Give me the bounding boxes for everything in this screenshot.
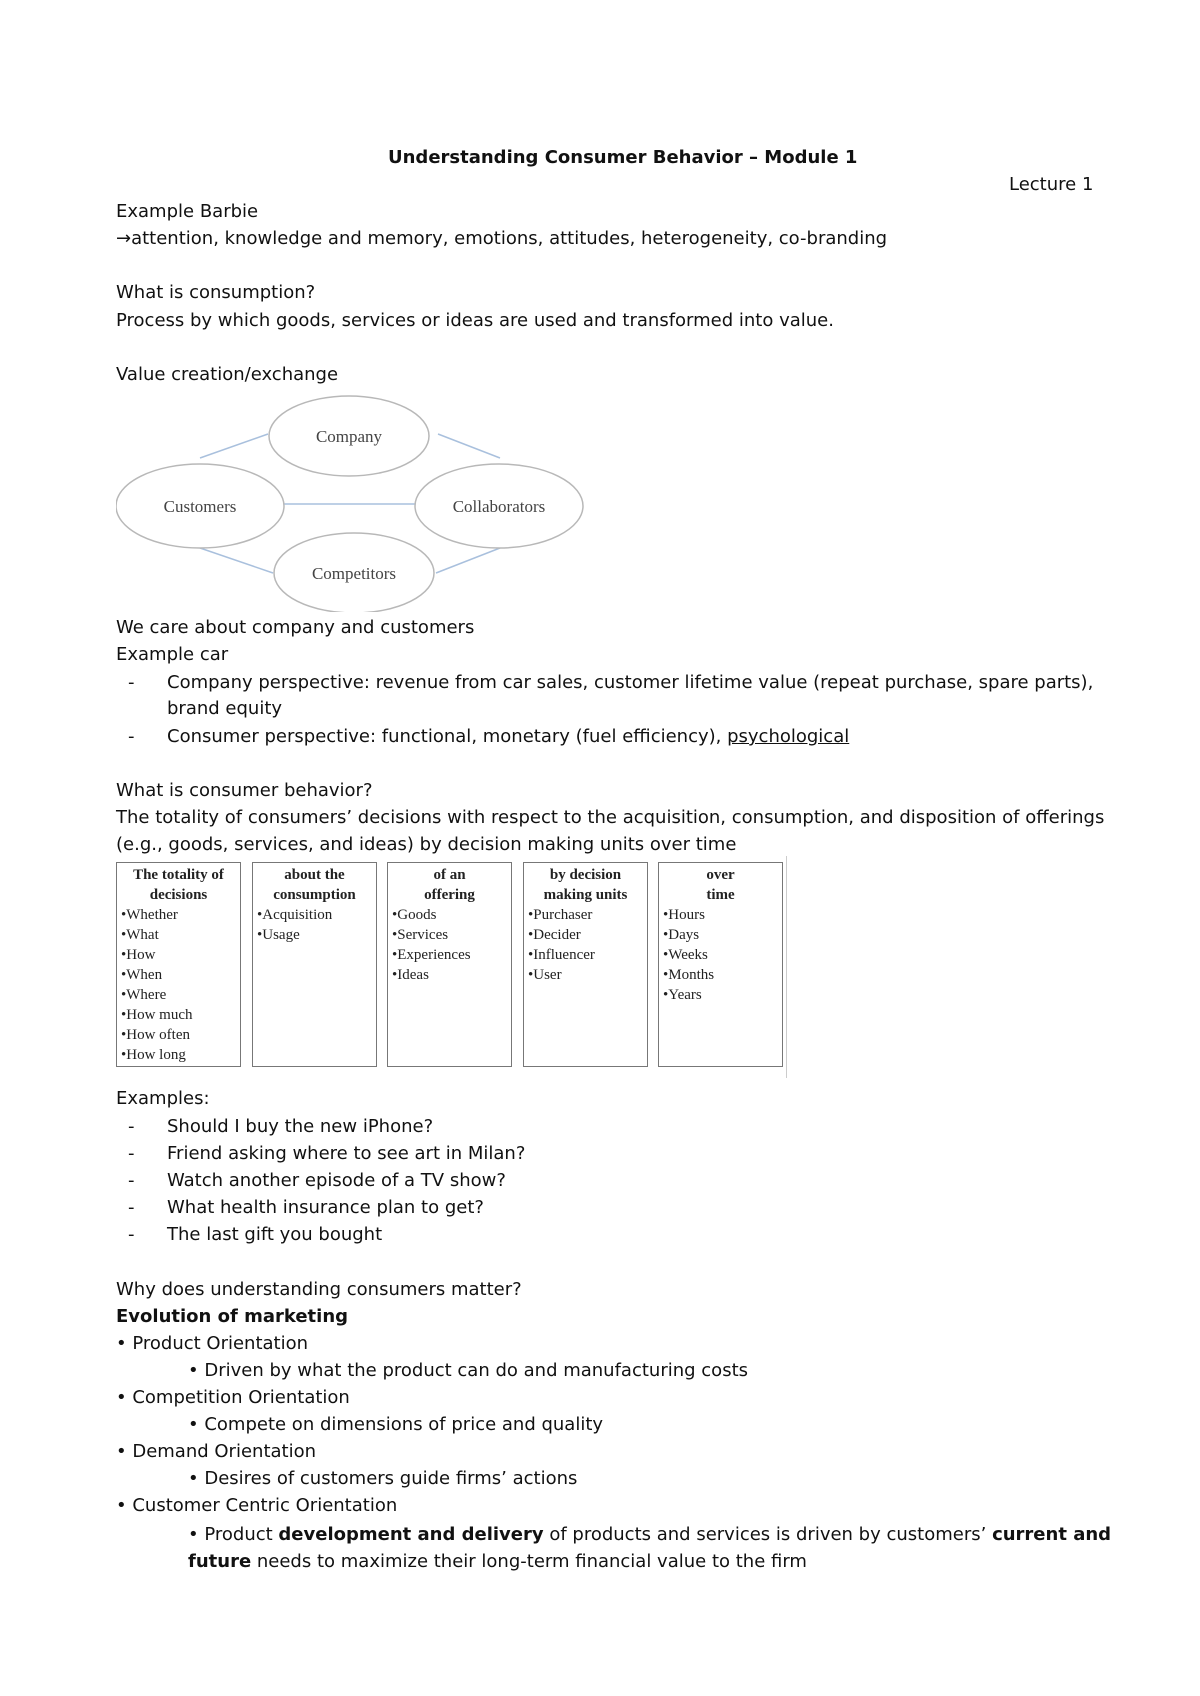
evolution-heading: Evolution of marketing bbox=[116, 1306, 349, 1327]
ccl-bold: current and bbox=[992, 1524, 1112, 1545]
list-dash: - bbox=[128, 726, 135, 747]
box-heading: of an offering bbox=[424, 867, 475, 903]
box-heading: by decision making units bbox=[543, 867, 628, 903]
ccl-text: needs to maximize their long-term financial value to the firm bbox=[251, 1551, 807, 1572]
behavior-definition: The totality of consumers’ decisions with respect to the acquisition, consumption, and disposition of offerings bbox=[116, 807, 1105, 828]
box-item: • How bbox=[121, 945, 236, 965]
box-item: • How often bbox=[121, 1025, 236, 1045]
box-item: • Purchaser bbox=[528, 905, 643, 925]
box-heading: The totality of decisions bbox=[133, 867, 224, 903]
box-item: • Weeks bbox=[663, 945, 778, 965]
box-item: • Goods bbox=[392, 905, 507, 925]
example-item: The last gift you bought bbox=[167, 1224, 383, 1245]
box-item: • When bbox=[121, 965, 236, 985]
example-barbie-label: Example Barbie bbox=[116, 201, 259, 222]
list-dash: - bbox=[128, 1224, 135, 1245]
box-item: • Whether bbox=[121, 905, 236, 925]
box-offering bbox=[387, 862, 512, 1067]
ccl-bold: development and delivery bbox=[278, 1524, 544, 1545]
barbie-topics: →attention, knowledge and memory, emotions, attitudes, heterogeneity, co-branding bbox=[116, 228, 888, 249]
box-consumption bbox=[252, 862, 377, 1067]
behavior-question: What is consumer behavior? bbox=[116, 780, 373, 801]
lecture-label: Lecture 1 bbox=[1009, 174, 1094, 195]
example-item: Friend asking where to see art in Milan? bbox=[167, 1143, 526, 1164]
consumption-question: What is consumption? bbox=[116, 282, 316, 303]
example-item: Watch another episode of a TV show? bbox=[167, 1170, 506, 1191]
orientation-detail: • Desires of customers guide firms’ actions bbox=[188, 1468, 578, 1489]
box-decision-units bbox=[523, 862, 648, 1067]
list-dash: - bbox=[128, 1197, 135, 1218]
car-company-perspective-cont: brand equity bbox=[167, 698, 283, 719]
list-dash: - bbox=[128, 1170, 135, 1191]
box-item: • Days bbox=[663, 925, 778, 945]
collaborators-label: Collaborators bbox=[452, 497, 546, 516]
box-item: • How much bbox=[121, 1005, 236, 1025]
consumer-perspective-text: Consumer perspective: functional, monetary (fuel efficiency), bbox=[167, 726, 728, 747]
box-item: • Where bbox=[121, 985, 236, 1005]
examples-heading: Examples: bbox=[116, 1088, 210, 1109]
car-consumer-perspective bbox=[167, 726, 849, 748]
list-dash: - bbox=[128, 672, 135, 693]
example-car-label: Example car bbox=[116, 644, 229, 665]
box-item: • Influencer bbox=[528, 945, 643, 965]
box-item: • Acquisition bbox=[257, 905, 372, 925]
customers-label: Customers bbox=[163, 497, 237, 516]
box-item: • Usage bbox=[257, 925, 372, 945]
company-label: Company bbox=[315, 427, 383, 446]
box-item: • Hours bbox=[663, 905, 778, 925]
orientation-name: • Product Orientation bbox=[116, 1333, 309, 1354]
box-time bbox=[658, 862, 783, 1067]
example-item: Should I buy the new iPhone? bbox=[167, 1116, 434, 1137]
ccl-text: • Product bbox=[188, 1524, 279, 1545]
car-company-perspective: Company perspective: revenue from car sales, customer lifetime value (repeat purchase, spare parts), bbox=[167, 672, 1094, 693]
competitors-label: Competitors bbox=[311, 564, 397, 583]
value-exchange-diagram bbox=[116, 392, 586, 612]
orientation-name: • Competition Orientation bbox=[116, 1387, 350, 1408]
box-heading: about the consumption bbox=[273, 867, 356, 903]
box-item: • User bbox=[528, 965, 643, 985]
box-totality bbox=[116, 862, 241, 1067]
value-heading: Value creation/exchange bbox=[116, 364, 339, 385]
box-item: • What bbox=[121, 925, 236, 945]
customer-centric-detail-cont bbox=[188, 1551, 807, 1573]
box-item: • Months bbox=[663, 965, 778, 985]
box-item: • Decider bbox=[528, 925, 643, 945]
box-item: • Services bbox=[392, 925, 507, 945]
ccl-bold: future bbox=[188, 1551, 252, 1572]
behavior-definition-cont: (e.g., goods, services, and ideas) by decision making units over time bbox=[116, 834, 737, 855]
orientation-name: • Customer Centric Orientation bbox=[116, 1495, 398, 1516]
care-text: We care about company and customers bbox=[116, 617, 475, 638]
box-item: • Years bbox=[663, 985, 778, 1005]
page-title: Understanding Consumer Behavior – Module 1 bbox=[388, 147, 858, 168]
orientation-detail: • Driven by what the product can do and manufacturing costs bbox=[188, 1360, 749, 1381]
customer-centric-detail bbox=[188, 1524, 1111, 1546]
ccl-text: of products and services is driven by customers’ bbox=[543, 1524, 993, 1545]
example-item: What health insurance plan to get? bbox=[167, 1197, 484, 1218]
orientation-name: • Demand Orientation bbox=[116, 1441, 317, 1462]
orientation-detail: • Compete on dimensions of price and quality bbox=[188, 1414, 604, 1435]
psychological-underlined: psychological bbox=[727, 726, 850, 747]
list-dash: - bbox=[128, 1116, 135, 1137]
box-heading: over time bbox=[706, 867, 735, 903]
box-item: • How long bbox=[121, 1045, 236, 1065]
list-dash: - bbox=[128, 1143, 135, 1164]
matter-question: Why does understanding consumers matter? bbox=[116, 1279, 522, 1300]
box-item: • Ideas bbox=[392, 965, 507, 985]
consumption-definition: Process by which goods, services or ideas are used and transformed into value. bbox=[116, 310, 834, 331]
figure-edge-divider bbox=[786, 856, 787, 1078]
box-item: • Experiences bbox=[392, 945, 507, 965]
